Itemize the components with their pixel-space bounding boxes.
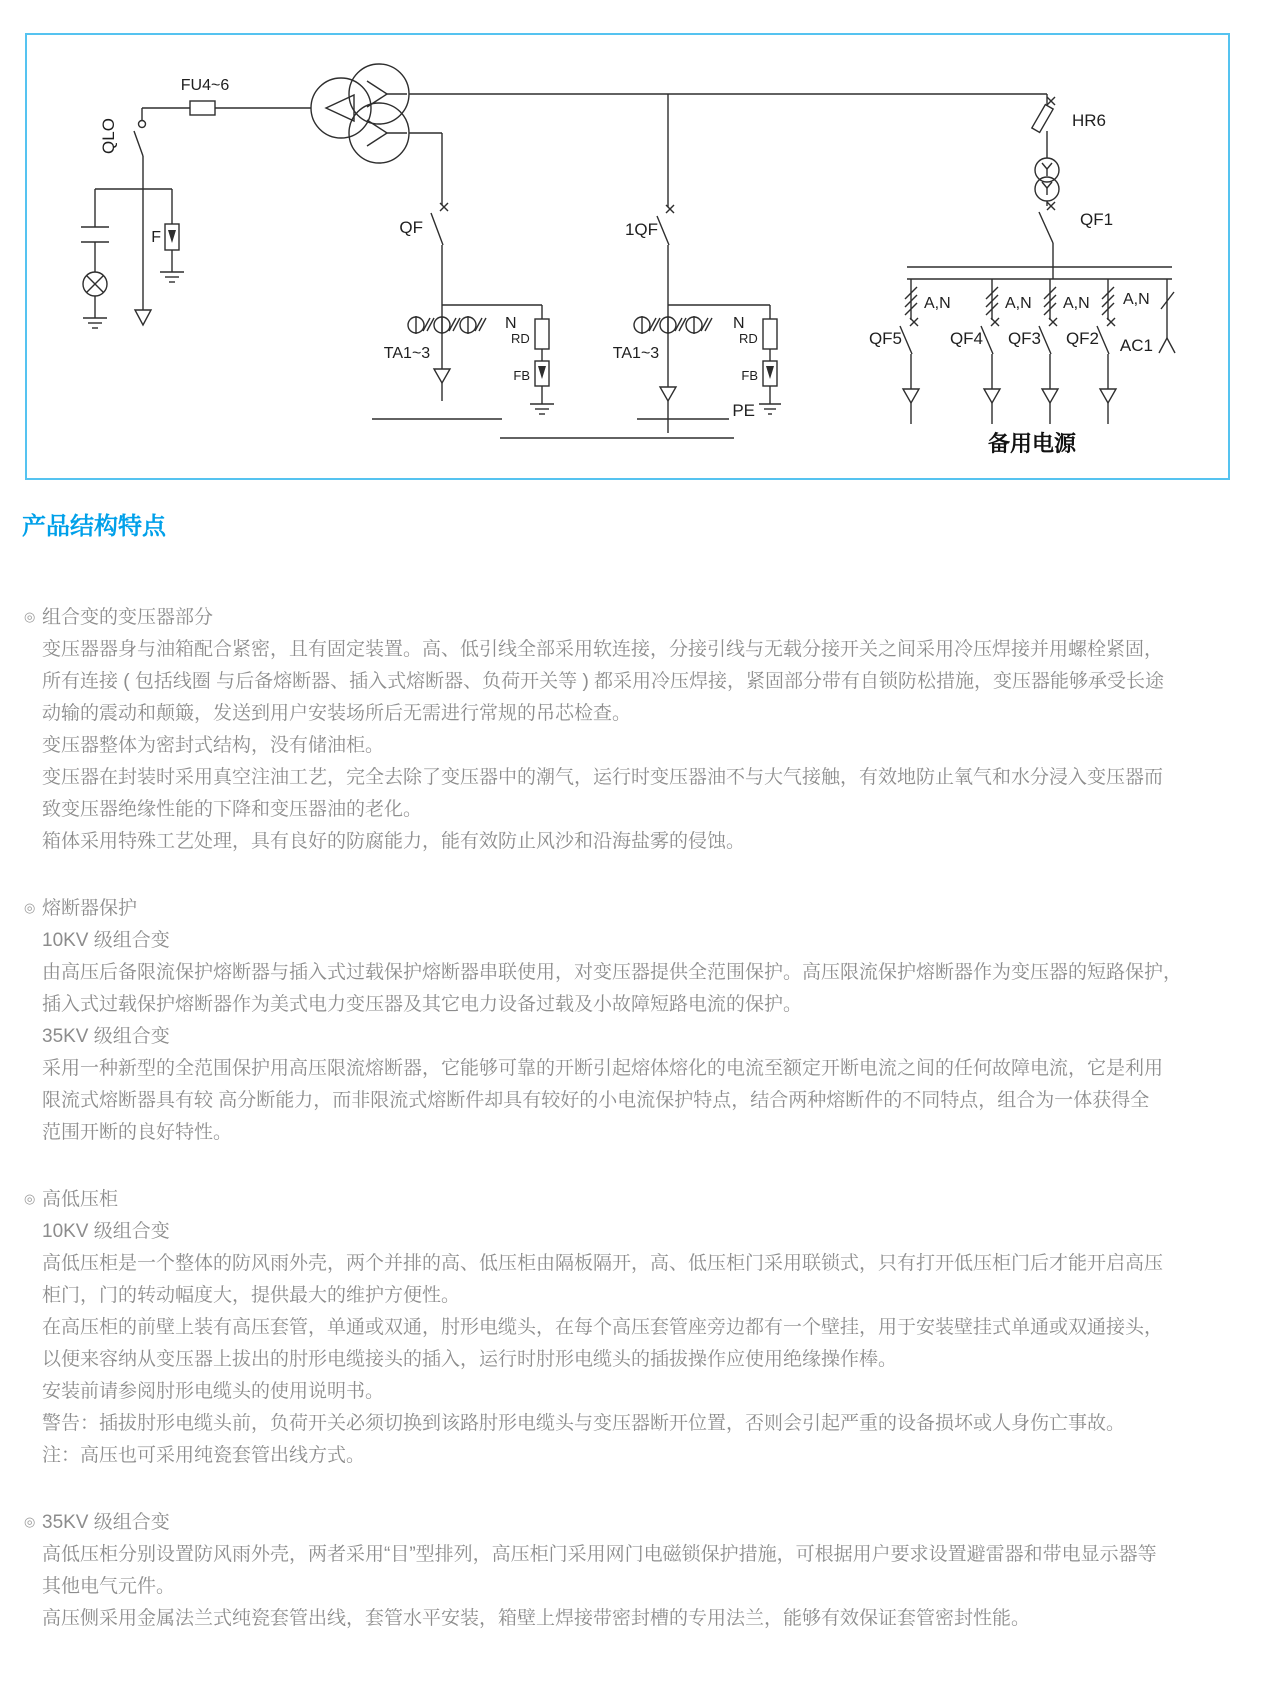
x-mark-icon bbox=[1047, 202, 1055, 210]
down-arrow-icon bbox=[135, 310, 151, 325]
body-line: 在高压柜的前壁上装有高压套管，单通或双通，肘形电缆头，在每个高压套管座旁边都有一个壁挂，用于安装壁挂式单通或双通接头， bbox=[42, 1317, 1164, 1338]
transformer-symbol bbox=[311, 64, 409, 163]
body-line: 35KV 级组合变 bbox=[42, 1026, 170, 1047]
an-label: A,N bbox=[1123, 291, 1150, 308]
wye-winding-icon bbox=[367, 120, 407, 146]
rd-label: RD bbox=[739, 331, 758, 346]
down-arrow-icon bbox=[1042, 389, 1058, 403]
section-title: 高低压柜 bbox=[42, 1189, 119, 1210]
x-mark-icon bbox=[1049, 318, 1057, 326]
qf2-label: QF2 bbox=[1065, 329, 1099, 348]
incoming-line-group bbox=[81, 77, 311, 328]
qf-feeder-branch bbox=[384, 203, 554, 414]
x-mark-icon bbox=[666, 205, 674, 213]
section-title: 组合变的变压器部分 bbox=[42, 607, 214, 628]
ground-icon bbox=[160, 272, 184, 282]
oneqf-label: 1QF bbox=[624, 220, 658, 239]
x-mark-icon bbox=[991, 318, 999, 326]
feeder-qf5 bbox=[869, 279, 951, 424]
down-arrow-icon bbox=[660, 387, 676, 401]
body-line: 10KV 级组合变 bbox=[42, 1221, 170, 1242]
ac1-label: AC1 bbox=[1119, 336, 1153, 355]
bullet-icon: ◎ bbox=[24, 1191, 36, 1206]
fuse-fu46-icon bbox=[190, 101, 215, 115]
section-title: 熔断器保护 bbox=[42, 898, 138, 919]
body-line: 限流式熔断器具有较 高分断能力，而非限流式熔断件却具有较好的小电流保护特点，结合两种熔断件的不同特点，组合为一体获得全 bbox=[42, 1090, 1150, 1111]
page-title: 产品结构特点 bbox=[22, 513, 166, 540]
body-line: 高低压柜分别设置防风雨外壳，两者采用“目”型排列，高压柜门采用网门电磁锁保护措施，可根据用户要求设置避雷器和带电显示器等 bbox=[42, 1544, 1157, 1565]
lv-busbar-group bbox=[869, 267, 1175, 456]
body-line: 变压器在封装时采用真空注油工艺，完全去除了变压器中的潮气，运行时变压器油不与大气接触，有效地防止氧气和水分浸入变压器而 bbox=[42, 767, 1164, 788]
ground-icon bbox=[530, 404, 554, 414]
qf1-switch-blade-icon bbox=[1039, 212, 1053, 243]
rd-fuse-icon bbox=[535, 319, 549, 349]
x-mark-icon bbox=[1047, 97, 1055, 105]
ct-group-icon bbox=[408, 316, 486, 334]
body-line: 注：高压也可采用纯瓷套管出线方式。 bbox=[42, 1445, 366, 1466]
ac1-plug-icon bbox=[1159, 338, 1175, 353]
wye-winding-icon bbox=[367, 81, 407, 107]
body-line: 以便来容纳从变压器上拔出的肘形电缆接头的插入，运行时肘形电缆头的插拔操作应使用绝缘操作棒。 bbox=[42, 1349, 898, 1370]
circuit-diagram-panel bbox=[25, 33, 1230, 480]
rd-label: RD bbox=[511, 331, 530, 346]
ct-group-icon bbox=[634, 316, 712, 334]
qf1-label: QF1 bbox=[1080, 210, 1114, 229]
qf5-label: QF5 bbox=[868, 329, 902, 348]
oneqf-switch-blade-icon bbox=[657, 216, 669, 245]
body-line: 所有连接 ( 包括线圈 与后备熔断器、插入式熔断器、负荷开关等 ) 都采用冷压焊接，紧固部分带有自锁防松措施，变压器能够承受长途 bbox=[42, 671, 1165, 692]
x-mark-icon bbox=[910, 318, 918, 326]
fuse-label: FU4~6 bbox=[180, 77, 230, 94]
section-fuse-protection bbox=[24, 892, 1266, 1149]
pt-branch bbox=[1032, 94, 1113, 279]
ground-icon bbox=[83, 318, 107, 328]
body-line: 警告：插拔肘形电缆头前，负荷开关必须切换到该路肘形电缆头与变压器断开位置，否则会引起严重的设备损坏或人身伤亡事故。 bbox=[42, 1413, 1126, 1434]
backup-power-label: 备用电源 bbox=[987, 431, 1077, 456]
body-line: 插入式过载保护熔断器作为美式电力变压器及其它电力设备过载及小故障短路电流的保护。 bbox=[42, 994, 803, 1015]
body-line: 由高压后备限流保护熔断器与插入式过载保护熔断器串联使用，对变压器提供全范围保护。高压限流保护熔断器作为变压器的短路保护， bbox=[42, 962, 1183, 983]
wye-glyph-icon bbox=[1042, 182, 1052, 195]
body-line: 高压侧采用金属法兰式纯瓷套管出线，套管水平安装，箱壁上焊接带密封槽的专用法兰，能够有效保证套管密封性能。 bbox=[42, 1608, 1031, 1629]
oneqf-feeder-branch bbox=[613, 94, 781, 433]
section-transformer bbox=[24, 601, 1266, 858]
fb-label: FB bbox=[741, 368, 758, 383]
fb-label: FB bbox=[513, 368, 530, 383]
body-line: 动输的震动和颠簸，发送到用户安装场所后无需进行常规的吊芯检查。 bbox=[42, 703, 632, 724]
body-line: 变压器器身与油箱配合紧密，且有固定装置。高、低引线全部采用软连接，分接引线与无载分接开关之间采用冷压焊接并用螺栓紧固， bbox=[42, 639, 1164, 660]
body-line: 范围开断的良好特性。 bbox=[42, 1122, 233, 1143]
feeder-qf4 bbox=[950, 279, 1032, 424]
bullet-icon: ◎ bbox=[24, 609, 36, 624]
rd-fuse-icon bbox=[763, 319, 777, 349]
body-line: 箱体采用特殊工艺处理，具有良好的防腐能力，能有效防止风沙和沿海盐雾的侵蚀。 bbox=[42, 831, 746, 852]
ground-icon bbox=[759, 404, 781, 414]
down-arrow-icon bbox=[903, 389, 919, 403]
bullet-icon: ◎ bbox=[24, 1514, 36, 1529]
x-mark-icon bbox=[440, 203, 448, 211]
body-line: 变压器整体为密封式结构，没有储油柜。 bbox=[42, 735, 385, 756]
feature-sections bbox=[24, 601, 1266, 1635]
section-35kv bbox=[24, 1506, 1266, 1635]
qlo-switch-blade-icon bbox=[134, 131, 143, 156]
down-arrow-icon bbox=[984, 389, 1000, 403]
hr6-label: HR6 bbox=[1072, 111, 1107, 130]
body-line: 其他电气元件。 bbox=[42, 1576, 176, 1597]
section-hv-lv-cabinet bbox=[24, 1183, 1266, 1472]
down-arrow-icon bbox=[1100, 389, 1116, 403]
an-label: A,N bbox=[1063, 295, 1090, 312]
ta-label: TA1~3 bbox=[383, 345, 431, 362]
arrester-f-label: F bbox=[151, 229, 161, 246]
pe-label: PE bbox=[732, 401, 755, 420]
n-label: N bbox=[505, 315, 517, 332]
body-line: 柜门，门的转动幅度大，提供最大的维护方便性。 bbox=[42, 1285, 461, 1306]
body-line: 致变压器绝缘性能的下降和变压器油的老化。 bbox=[42, 799, 423, 820]
an-label: A,N bbox=[924, 295, 951, 312]
section-title: 35KV 级组合变 bbox=[42, 1512, 170, 1533]
down-arrow-icon bbox=[434, 369, 450, 383]
hr6-fuse-icon bbox=[1032, 105, 1053, 133]
bullet-icon: ◎ bbox=[24, 900, 36, 915]
qf3-label: QF3 bbox=[1007, 329, 1041, 348]
qf-label: QF bbox=[399, 218, 423, 237]
x-mark-icon bbox=[1107, 318, 1115, 326]
ground-rails bbox=[372, 419, 734, 438]
qf4-label: QF4 bbox=[949, 329, 983, 348]
n-label: N bbox=[733, 315, 745, 332]
wye-glyph-icon bbox=[1042, 163, 1052, 176]
switch-contact-icon bbox=[139, 121, 146, 128]
body-line: 采用一种新型的全范围保护用高压限流熔断器，它能够可靠的开断引起熔体熔化的电流至额定开断电流之间的任何故障电流，它是利用 bbox=[42, 1058, 1164, 1079]
body-line: 安装前请参阅肘形电缆头的使用说明书。 bbox=[42, 1381, 385, 1402]
an-label: A,N bbox=[1005, 295, 1032, 312]
qf-switch-blade-icon bbox=[431, 213, 443, 245]
body-line: 高低压柜是一个整体的防风雨外壳，两个并排的高、低压柜由隔板隔开，高、低压柜门采用联锁式，只有打开低压柜门后才能开启高压 bbox=[42, 1253, 1164, 1274]
qlo-label: QLO bbox=[99, 118, 118, 154]
body-line: 10KV 级组合变 bbox=[42, 930, 170, 951]
ta-label: TA1~3 bbox=[612, 345, 660, 362]
one-line-schematic bbox=[27, 35, 1228, 478]
